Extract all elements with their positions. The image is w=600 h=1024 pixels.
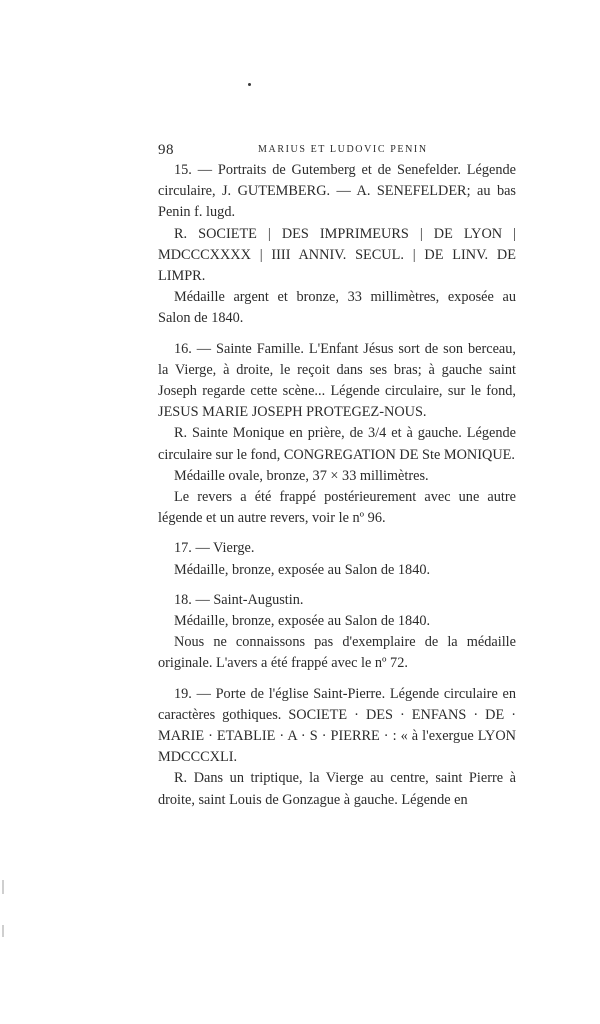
entry-paragraph: 17. — Vierge. [174, 540, 255, 557]
catalogue-entry-17 [158, 538, 516, 580]
entry-paragraph: 18. — Saint-Augustin. [174, 591, 304, 608]
entry-paragraph: Médaille, bronze, exposée au Salon de 1840. [174, 561, 431, 578]
entry-paragraph: 19. — Porte de l'église Saint-Pierre. Légende circulaire en caractères gothiques. SOCIETE · DES · ENFANS · DE · MARIE · ETABLIE · A · S · PIERRE · : « à l'exergue LYON MDCCCXLI. [158, 685, 516, 766]
entry-paragraph [158, 160, 516, 224]
page-edge-mark [2, 880, 4, 894]
entry-paragraph: Nous ne connaissons pas d'exemplaire de la médaille originale. L'avers a été frappé avec le nº 72. [158, 634, 516, 672]
entry-paragraph: R. SOCIETE | DES IMPRIMEURS | DE LYON | MDCCCXXXX | IIII ANNIV. SECUL. | DE LINV. DE LIMPR. [158, 225, 516, 285]
catalogue-entry-16 [158, 339, 516, 530]
page-number: 98 [158, 142, 174, 158]
page-edge-mark [2, 925, 4, 937]
catalogue-entry-18 [158, 590, 516, 675]
running-head: MARIUS ET LUDOVIC PENIN [258, 144, 428, 155]
entry-description: 15. — Portraits de Gutemberg et de Senefelder. Légende circulaire, J. GUTEMBERG. — A. SENEFELDER; au bas Penin f. lugd. [158, 162, 516, 221]
entry-paragraph: R. Sainte Monique en prière, de 3/4 et à gauche. Légende circulaire sur le fond, CONGREGATION DE Ste MONIQUE. [158, 425, 516, 463]
entry-paragraph: Médaille argent et bronze, 33 millimètres, exposée au Salon de 1840. [158, 289, 516, 327]
entry-paragraph: Le revers a été frappé postérieurement avec une autre légende et un autre revers, voir le nº 96. [158, 489, 516, 527]
catalogue-entry-19 [158, 684, 516, 811]
page-header [158, 140, 516, 160]
catalogue-entry-15 [158, 160, 516, 330]
entry-paragraph: 16. — Sainte Famille. L'Enfant Jésus sort de son berceau, la Vierge, à droite, le reçoit dans ses bras; à gauche saint Joseph regarde cette scène... Légende circulaire, sur le fond, JESUS MARIE JOSEPH PROTEGEZ-NOUS. [158, 340, 516, 421]
entry-paragraph: Médaille, bronze, exposée au Salon de 1840. [174, 613, 431, 630]
entry-paragraph: Médaille ovale, bronze, 37 × 33 millimètres. [174, 467, 429, 484]
catalogue-text [158, 160, 516, 820]
ink-speck [248, 83, 251, 86]
entry-paragraph: R. Dans un triptique, la Vierge au centre, saint Pierre à droite, saint Louis de Gonzague à gauche. Légende en [158, 770, 516, 808]
